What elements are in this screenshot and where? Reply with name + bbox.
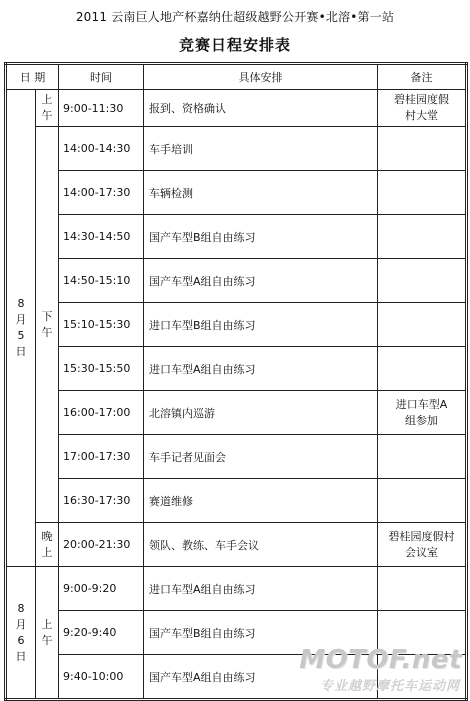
note-cell: 碧桂园度假 村大堂 (378, 90, 467, 127)
activity-cell: 北溶镇内巡游 (144, 391, 378, 435)
period-cell: 下 午 (36, 127, 59, 523)
period-cell: 上 午 (36, 567, 59, 700)
schedule-table (4, 62, 468, 701)
note-cell (378, 567, 467, 611)
time-cell: 17:00-17:30 (59, 435, 144, 479)
table-row (6, 347, 467, 391)
activity-cell: 进口车型B组自由练习 (144, 303, 378, 347)
time-cell: 20:00-21:30 (59, 523, 144, 567)
table-row (6, 567, 467, 611)
activity-cell: 领队、教练、车手会议 (144, 523, 378, 567)
period-cell: 上 午 (36, 90, 59, 127)
time-cell: 9:40-10:00 (59, 655, 144, 700)
page-title: 竞赛日程安排表 (178, 36, 291, 54)
time-cell: 15:30-15:50 (59, 347, 144, 391)
schedule-body (6, 90, 467, 700)
period-cell: 晚 上 (36, 523, 59, 567)
table-header-row (6, 64, 467, 90)
time-cell: 14:30-14:50 (59, 215, 144, 259)
activity-cell: 进口车型A组自由练习 (144, 347, 378, 391)
note-cell (378, 655, 467, 700)
time-cell: 9:00-9:20 (59, 567, 144, 611)
date-cell: 8 月 6 日 (6, 567, 36, 700)
table-row (6, 127, 467, 171)
activity-cell: 国产车型B组自由练习 (144, 611, 378, 655)
table-row (6, 479, 467, 523)
note-cell (378, 303, 467, 347)
watermark-tagline: 专业越野摩托车运动网 (319, 679, 460, 694)
table-row (6, 90, 467, 127)
table-row (6, 655, 467, 700)
date-cell: 8 月 5 日 (6, 90, 36, 567)
column-header-time: 时间 (59, 64, 144, 90)
note-cell (378, 435, 467, 479)
activity-cell: 进口车型A组自由练习 (144, 567, 378, 611)
note-cell: 进口车型A 组参加 (378, 391, 467, 435)
table-row (6, 523, 467, 567)
event-subtitle: 2011 云南巨人地产杯嘉纳仕超级越野公开赛•北溶•第一站 (75, 10, 395, 24)
time-cell: 16:30-17:30 (59, 479, 144, 523)
activity-cell: 国产车型B组自由练习 (144, 215, 378, 259)
time-cell: 15:10-15:30 (59, 303, 144, 347)
time-cell: 9:00-11:30 (59, 90, 144, 127)
activity-cell: 车辆检测 (144, 171, 378, 215)
note-cell (378, 215, 467, 259)
note-cell (378, 171, 467, 215)
column-header-activity: 具体安排 (144, 64, 378, 90)
table-row (6, 391, 467, 435)
time-cell: 16:00-17:00 (59, 391, 144, 435)
table-row (6, 303, 467, 347)
table-row (6, 259, 467, 303)
table-row (6, 215, 467, 259)
time-cell: 9:20-9:40 (59, 611, 144, 655)
table-row (6, 435, 467, 479)
time-cell: 14:00-17:30 (59, 171, 144, 215)
table-row (6, 171, 467, 215)
note-cell (378, 259, 467, 303)
activity-cell: 国产车型A组自由练习 (144, 655, 378, 700)
time-cell: 14:00-14:30 (59, 127, 144, 171)
activity-cell: 车手培训 (144, 127, 378, 171)
watermark-logo: MOTOF.net (299, 645, 462, 675)
note-cell (378, 127, 467, 171)
column-header-note: 备注 (378, 64, 467, 90)
note-cell (378, 479, 467, 523)
note-cell (378, 611, 467, 655)
note-cell (378, 347, 467, 391)
time-cell: 14:50-15:10 (59, 259, 144, 303)
activity-cell: 国产车型A组自由练习 (144, 259, 378, 303)
table-row (6, 611, 467, 655)
column-header-date: 日 期 (6, 64, 59, 90)
activity-cell: 报到、资格确认 (144, 90, 378, 127)
activity-cell: 车手记者见面会 (144, 435, 378, 479)
note-cell: 碧桂园度假村 会议室 (378, 523, 467, 567)
activity-cell: 赛道维修 (144, 479, 378, 523)
